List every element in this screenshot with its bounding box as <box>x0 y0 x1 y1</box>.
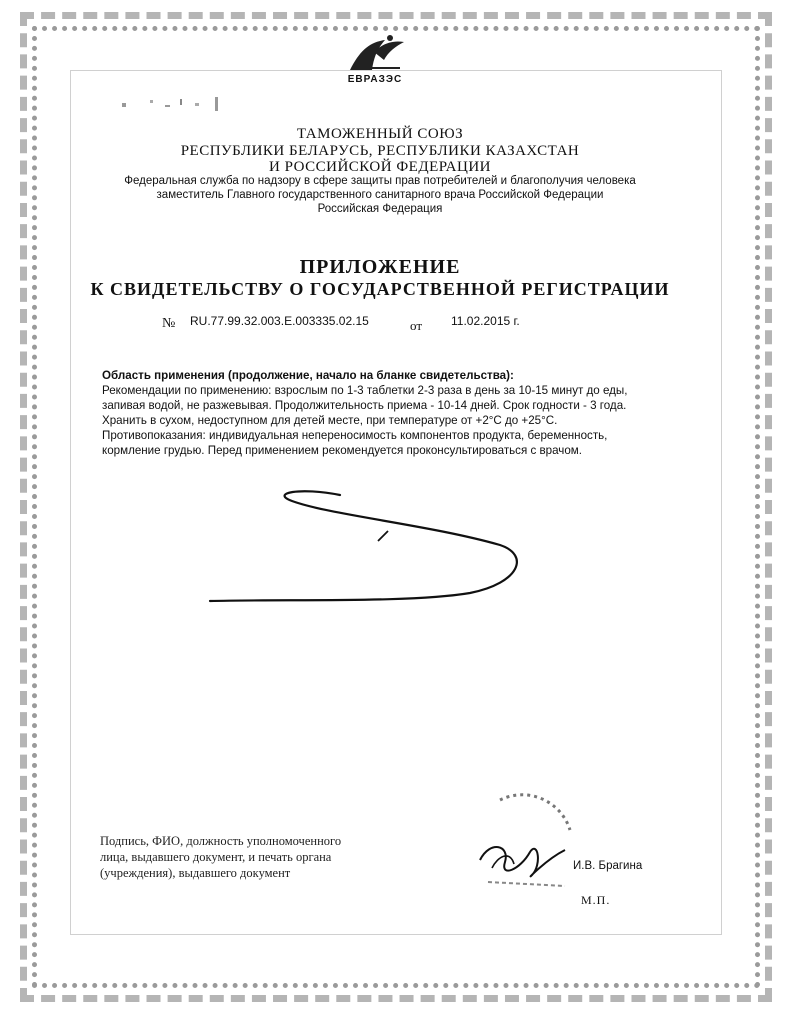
signature-caption-line-2: лица, выдавшего документ, и печать органа <box>100 850 332 864</box>
logo-text: ЕВРАЗЭС <box>347 74 403 85</box>
registration-number: RU.77.99.32.003.E.003335.02.15 <box>190 314 369 328</box>
official-stamp <box>470 790 580 900</box>
agency-line-2: заместитель Главного государственного санитарного врача Российской Федерации <box>156 189 604 201</box>
header-line-1: ТАМОЖЕННЫЙ СОЮЗ <box>296 126 464 142</box>
date-label: от <box>410 318 423 333</box>
signature-caption-line-1: Подпись, ФИО, должность уполномоченного <box>100 834 342 848</box>
document-subtitle: К СВИДЕТЕЛЬСТВУ О ГОСУДАРСТВЕННОЙ РЕГИСТРАЦИИ <box>90 279 670 299</box>
cancellation-stroke <box>200 475 540 615</box>
signature-caption-line-3: (учреждения), выдавшего документ <box>100 866 291 880</box>
stamp-place-label: М.П. <box>581 893 611 907</box>
signer-name: И.В. Брагина <box>573 860 643 872</box>
eurasec-emblem-icon <box>330 30 420 74</box>
header-line-3: И РОССИЙСКОЙ ФЕДЕРАЦИИ <box>268 159 491 175</box>
scope-line-1: Рекомендации по применению: взрослым по 1-3 таблетки 2-3 раза в день за 10-15 минут до еды, <box>102 384 628 397</box>
agency-line-1: Федеральная служба по надзору в сфере защиты прав потребителей и благополучия человека <box>124 175 636 187</box>
scope-line-2: запивая водой, не разжевывая. Продолжительность приема - 10-14 дней. Срок годности - 3 года. <box>102 399 627 412</box>
scope-section <box>102 368 682 458</box>
number-label: № <box>162 316 176 331</box>
signature-caption <box>100 833 430 881</box>
scan-noise <box>120 95 230 115</box>
agency-line-3: Российская Федерация <box>317 203 443 215</box>
scope-line-3: Хранить в сухом, недоступном для детей месте, при температуре от +2°С до +25°С. <box>102 414 558 427</box>
scope-line-4: Противопоказания: индивидуальная непереносимость компонентов продукта, беременность, <box>102 429 608 442</box>
header-line-2: РЕСПУБЛИКИ БЕЛАРУСЬ, РЕСПУБЛИКИ КАЗАХСТАН <box>180 143 580 159</box>
document-title: ПРИЛОЖЕНИЕ <box>299 256 461 278</box>
scope-heading: Область применения (продолжение, начало на бланке свидетельства): <box>102 369 514 382</box>
scope-line-5: кормление грудью. Перед применением рекомендуется проконсультироваться с врачом. <box>102 444 582 457</box>
eurasec-logo <box>330 30 420 90</box>
registration-date: 11.02.2015 г. <box>451 314 520 328</box>
agency-block <box>90 174 670 216</box>
